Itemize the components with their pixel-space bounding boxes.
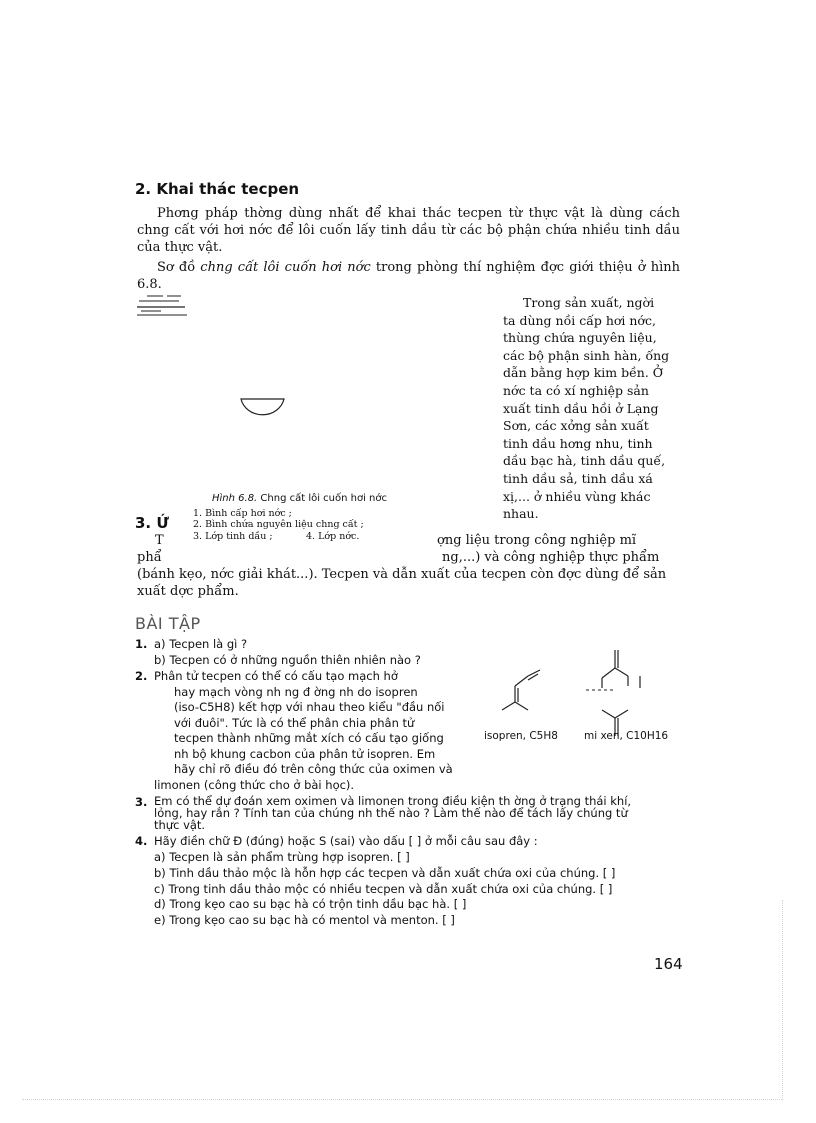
sidebar-line: ta dùng nồi cấp hơi nớc, [503, 312, 656, 328]
page-border [22, 1099, 782, 1100]
exercise-line: (iso-C5H8) kết hợp với nhau theo kiểu "đầu nối [174, 700, 445, 714]
sidebar-line: xị,... ở nhiều vùng khác [503, 488, 651, 504]
isoprene-structure [502, 670, 540, 710]
figure-legend-item: 4. Lớp nớc. [306, 531, 360, 542]
exercises-title: BÀI TẬP [135, 614, 201, 633]
sidebar-line: nhau. [503, 506, 539, 522]
exercise-line: với đuôi". Tức là có thể phân chia phân tử [174, 715, 415, 730]
exercise-3 [154, 795, 684, 831]
sidebar-line: các bộ phận sinh hàn, ống [503, 347, 670, 363]
exercise-line: hay mạch vòng nh ng đ ờng nh do isopren [174, 684, 418, 699]
sidebar-line: dẫn bằng hợp kim bền. Ở [503, 365, 664, 381]
text-fragment: ng,...) và công nghiệp thực phẩm [442, 550, 660, 565]
sidebar-line: xuất tinh dầu hồi ở Lạng [503, 400, 659, 416]
exercise-line: thực vật. [154, 818, 206, 832]
sidebar-text [503, 294, 680, 523]
text-fragment: ợng liệu trong công nghiệp mĩ [437, 533, 637, 548]
sidebar-line: dầu bạc hà, tinh dầu quế, [503, 453, 666, 469]
exercise-4: 4. Hãy điền chữ Đ (đúng) hoặc S (sai) vào dấu [ ] ở mỗi câu sau đây : [135, 834, 538, 848]
exercise-line: Em có thể dự đoán xem oximen và limonen trong điều kiện th ờng ở trạng thái khí, [154, 794, 632, 808]
figure-caption: Hình 6.8. Chng cất lôi cuốn hơi nớc [212, 493, 388, 504]
paragraph: Sơ đồ chng cất lôi cuốn hơi nớc trong phòng thí nghiệm đợc giới thiệu ở hình 6.8. [137, 260, 680, 292]
apparatus-fragment [135, 292, 195, 320]
flask-bottom [238, 396, 288, 422]
exercise-3-number: 3. [135, 795, 148, 809]
sidebar-line: nớc ta có xí nghiệp sản [503, 382, 649, 398]
figure-legend-item: 2. Bình chứa nguyên liệu chng cất ; [193, 519, 364, 530]
exercise-4-items [154, 850, 615, 929]
page-border [782, 900, 783, 1100]
exercise-2-number: 2. [135, 669, 148, 683]
page-number: 164 [654, 955, 683, 973]
exercise-item: e) Trong kẹo cao su bạc hà có mentol và menton. [ ] [154, 913, 455, 928]
exercise-item: a) Tecpen là sản phẩm trùng hợp isopren. [ ] [154, 850, 410, 864]
paragraph-line: (bánh kẹo, nớc giải khát...). Tecpen và dẫn xuất của tecpen còn đợc dùng để sản [137, 567, 667, 582]
exercise-line: limonen (công thức cho ở bài học). [154, 777, 355, 792]
figure-legend-item: 3. Lớp tinh dầu ; [193, 531, 273, 542]
exercise-line: nh bộ khung cacbon của phân tử isopren. Em [174, 746, 436, 761]
exercise-item: b) Tinh dầu thảo mộc là hỗn hợp các tecpen và dẫn xuất chứa oxi của chúng. [ ] [154, 865, 616, 880]
section-heading: 3. Ứ [135, 514, 169, 532]
exercise-item: d) Trong kẹo cao su bạc hà có trộn tinh dầu bạc hà. [ ] [154, 897, 467, 912]
figure-legend-item: 1. Bình cấp hơi nớc ; [193, 508, 292, 519]
sidebar-line: tinh dầu sả, tinh dầu xá [503, 470, 653, 486]
sidebar-line: tinh dầu hơng nhu, tinh [503, 435, 653, 451]
exercise-1: 1. a) Tecpen là gì ? [135, 637, 248, 651]
exercise-line: tecpen thành những mắt xích có cấu tạo giống [174, 731, 444, 745]
myrcene-label: mi xen, C10H16 [584, 730, 669, 742]
paragraph-line: xuất dợc phẩm. [137, 584, 239, 599]
exercise-1b: b) Tecpen có ở những nguồn thiên nhiên nào ? [154, 653, 421, 667]
sidebar-line: thùng chứa nguyên liệu, [503, 330, 657, 346]
isoprene-label: isopren, C5H8 [484, 730, 558, 742]
paragraph: Phơng pháp thờng dùng nhất để khai thác tecpen từ thực vật là dùng cách chng cất với hơi nớc để lôi cuốn lấy tinh dầu từ các bộ phận chứa nhiều tinh dầu của thực vật. [137, 206, 680, 255]
exercise-2 [154, 669, 476, 793]
exercise-item: c) Trong tinh dầu thảo mộc có nhiều tecpen và dẫn xuất chứa oxi của chúng. [ ] [154, 881, 613, 896]
sidebar-line: Trong sản xuất, ngời [523, 295, 655, 310]
text-fragment: T [155, 533, 164, 548]
sidebar-line: Sơn, các xởng sản xuất [503, 418, 649, 434]
exercise-line: hãy chỉ rõ điều đó trên công thức của oximen và [174, 762, 453, 776]
text-fragment: phẩ [137, 550, 162, 565]
section-heading: 2. Khai thác tecpen [135, 180, 300, 198]
myrcene-structure [602, 650, 640, 736]
exercise-line: Phân tử tecpen có thể có cấu tạo mạch hở [154, 669, 398, 683]
exercise-line: lỏng, hay rắn ? Tính tan của chúng nh thế nào ? Làm thế nào để tách lấy chúng từ [154, 806, 628, 820]
